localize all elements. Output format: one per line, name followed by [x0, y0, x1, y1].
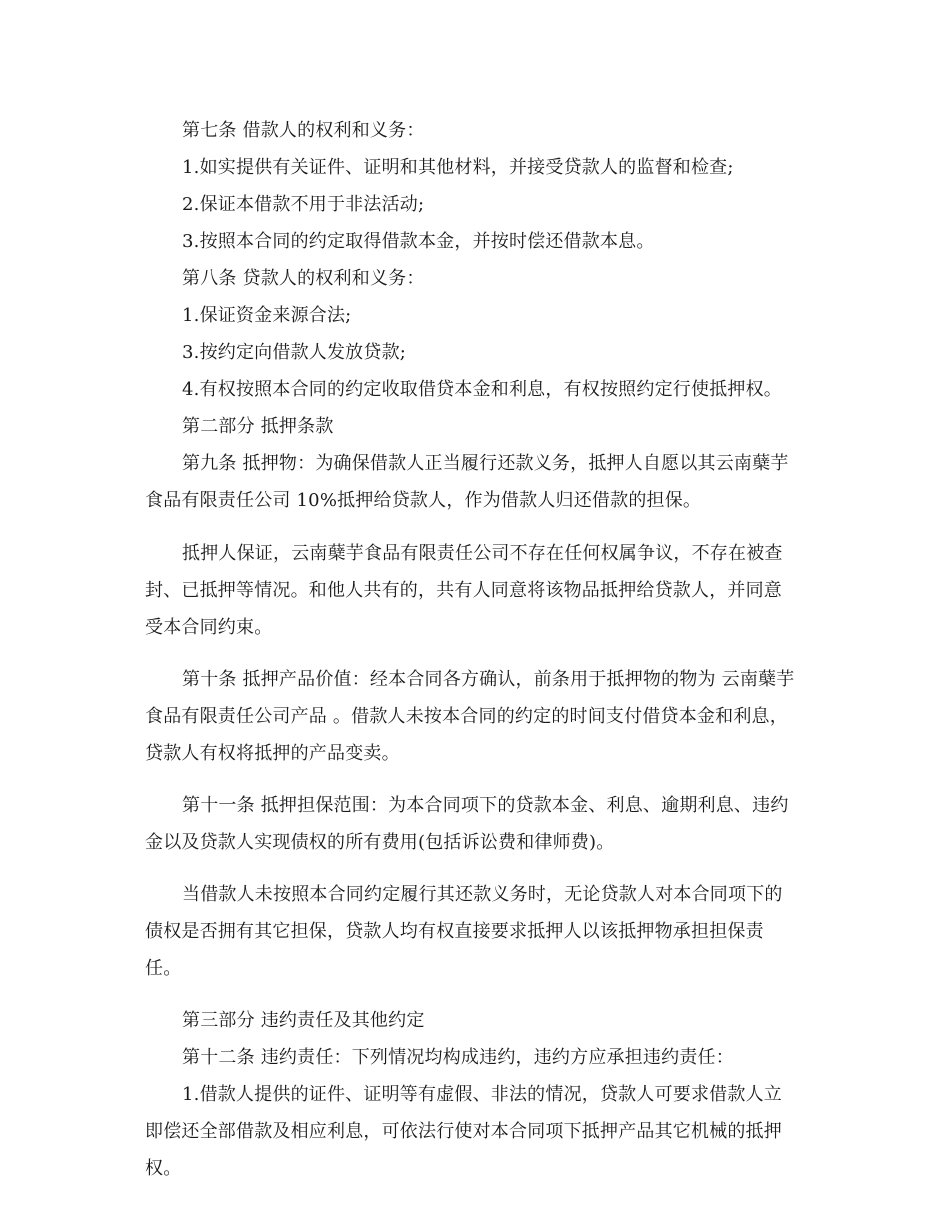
- article-8-heading: 第八条 贷款人的权利和义务：: [182, 268, 425, 289]
- article-9-line-1: 第九条 抵押物：为确保借款人正当履行还款义务，抵押人自愿以其云南蘖芋: [182, 453, 789, 474]
- guarantee-line-1: 抵押人保证，云南蘖芋食品有限责任公司不存在任何权属争议，不存在被查: [182, 543, 783, 564]
- article-8-item-4: 4.有权按照本合同的约定收取借贷本金和利息，有权按照约定行使抵押权。: [182, 379, 782, 400]
- article-12-item-1-line-1: 1.借款人提供的证件、证明等有虚假、非法的情况，贷款人可要求借款人立: [182, 1084, 782, 1105]
- article-11-line-1: 第十一条 抵押担保范围：为本合同项下的贷款本金、利息、逾期利息、违约: [182, 795, 789, 816]
- guarantee-line-2: 封、已抵押等情况。和他人共有的，共有人同意将该物品抵押给贷款人，并同意: [145, 580, 782, 601]
- article-12-heading: 第十二条 违约责任：下列情况均构成违约，违约方应承担违约责任：: [182, 1047, 734, 1068]
- article-7-item-3: 3.按照本合同的约定取得借款本金，并按时偿还借款本息。: [182, 231, 655, 252]
- article-7-item-2: 2.保证本借款不用于非法活动;: [182, 194, 425, 215]
- guarantee-line-3: 受本合同约束。: [145, 617, 273, 638]
- article-9-line-2: 食品有限责任公司 10%抵押给贷款人，作为借款人归还借款的担保。: [145, 490, 702, 511]
- article-7-item-1: 1.如实提供有关证件、证明和其他材料，并接受贷款人的监督和检查;: [182, 157, 734, 178]
- default-clause-line-1: 当借款人未按照本合同约定履行其还款义务时，无论贷款人对本合同项下的: [182, 884, 783, 905]
- part-2-heading: 第二部分 抵押条款: [182, 416, 334, 437]
- article-12-item-1-line-2: 即偿还全部借款及相应利息，可依法行使对本合同项下抵押产品其它机械的抵押: [145, 1121, 782, 1142]
- article-7-heading: 第七条 借款人的权利和义务：: [182, 120, 425, 141]
- default-clause-line-2: 债权是否拥有其它担保，贷款人均有权直接要求抵押人以该抵押物承担担保责: [145, 921, 764, 942]
- article-8-item-1: 1.保证资金来源合法;: [182, 305, 352, 326]
- part-3-heading: 第三部分 违约责任及其他约定: [182, 1010, 425, 1031]
- article-10-line-1: 第十条 抵押产品价值：经本合同各方确认，前条用于抵押物的物为 云南蘖芋: [182, 669, 795, 690]
- article-12-item-1-line-3: 权。: [145, 1158, 182, 1179]
- article-8-item-3: 3.按约定向借款人发放贷款;: [182, 342, 407, 363]
- article-11-line-2: 金以及贷款人实现债权的所有费用(包括诉讼费和律师费)。: [145, 832, 615, 853]
- default-clause-line-3: 任。: [145, 958, 182, 979]
- article-10-line-3: 贷款人有权将抵押的产品变卖。: [145, 743, 400, 764]
- article-10-line-2: 食品有限责任公司产品 。借款人未按本合同的约定的时间支付借贷本金和利息，: [145, 706, 788, 727]
